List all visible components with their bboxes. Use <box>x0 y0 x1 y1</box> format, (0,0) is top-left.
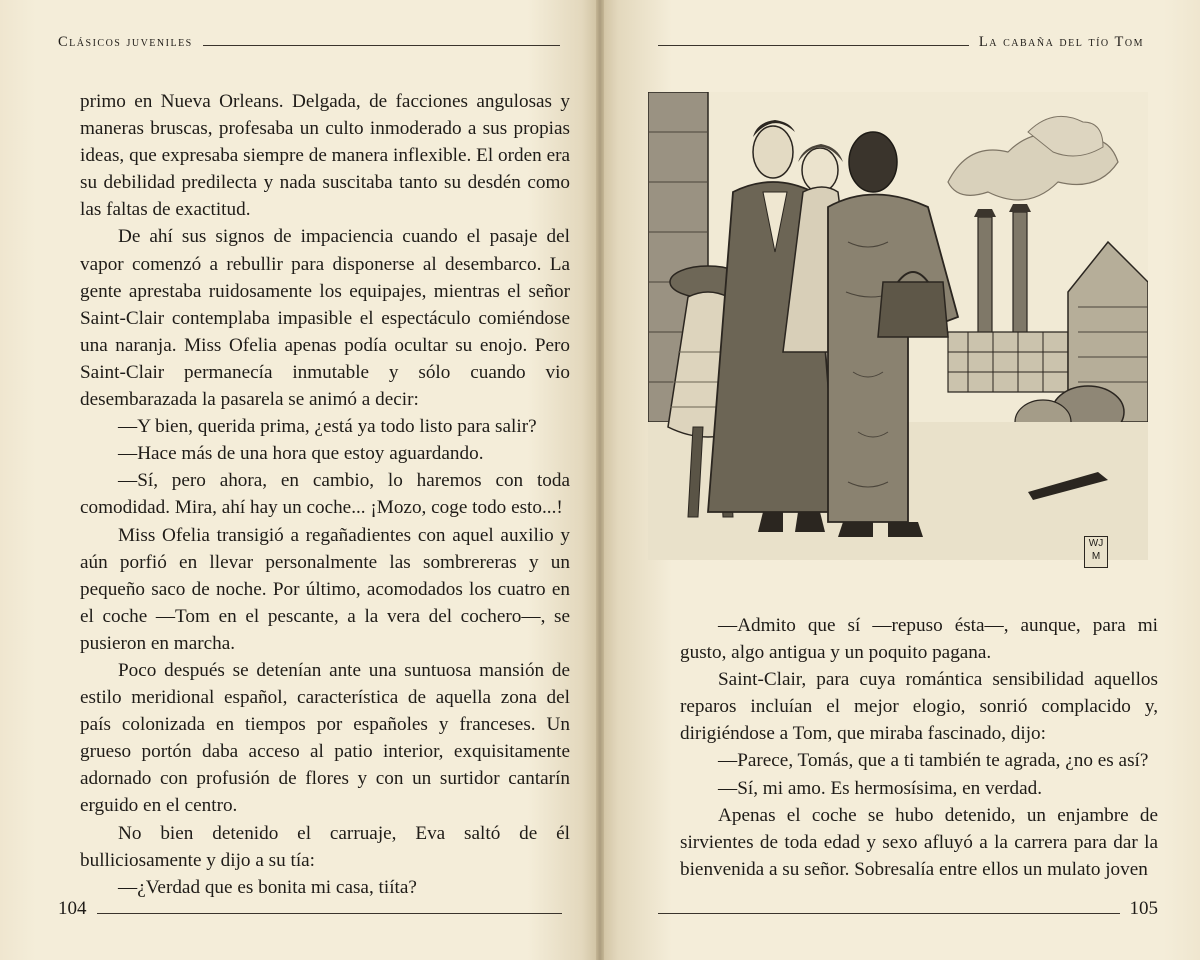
illustrator-monogram <box>1084 536 1108 568</box>
monogram-top: WJ <box>1088 538 1104 549</box>
right-page <box>600 0 1200 960</box>
left-running-head <box>58 34 570 51</box>
running-head-rule <box>658 45 969 46</box>
monogram-bottom: M <box>1091 551 1101 562</box>
folio-rule <box>658 913 1120 914</box>
paragraph: —Hace más de una hora que estoy aguardando. <box>118 443 484 465</box>
paragraph: —Sí, pero ahora, en cambio, lo haremos con toda comodidad. Mira, ahí hay un coche... ¡Mozo, coge todo esto...! <box>80 470 570 519</box>
paragraph: —Parece, Tomás, que a ti también te agrada, ¿no es así? <box>718 750 1149 772</box>
paragraph: —Sí, mi amo. Es hermosísima, en verdad. <box>718 777 1043 799</box>
left-page-number: 104 <box>58 898 87 919</box>
paragraph: Miss Ofelia transigió a regañadientes con aquel auxilio y aún porfió en llevar personalmente las sombrereras y un pequeño saco de noche. Por último, acomodados los cuatro en el coche —Tom en el pescante, a la vera del cochero—, se pusieron en marcha. <box>80 524 570 654</box>
left-body-text <box>80 88 570 901</box>
right-running-head <box>648 34 1144 51</box>
folio-rule <box>97 913 563 914</box>
illustration-drawing <box>648 92 1148 560</box>
paragraph: —Y bien, querida prima, ¿está ya todo listo para salir? <box>118 416 537 438</box>
running-head-rule <box>203 45 560 46</box>
paragraph: primo en Nueva Orleans. Delgada, de facciones angulosas y maneras bruscas, profesaba un culto inmoderado a sus propias ideas, que expresaba siempre de manera inflexible. El orden era su debilidad predilecta y nada suscitaba tanto su desdén como las faltas de exactitud. <box>80 91 570 221</box>
paragraph: —Admito que sí —repuso ésta—, aunque, para mi gusto, algo antigua y un poquito pagana. <box>680 615 1158 664</box>
right-body-text <box>680 612 1158 883</box>
right-page-number: 105 <box>1129 898 1158 919</box>
left-folio <box>58 898 572 920</box>
right-running-head-title: La cabaña del tío Tom <box>978 34 1144 50</box>
paragraph: Apenas el coche se hubo detenido, un enjambre de sirvientes de toda edad y sexo afluyó a la carrera para dar la bienvenida a su señor. Sobresalía entre ellos un mulato joven <box>680 804 1158 880</box>
illustration <box>648 92 1148 560</box>
paragraph: Saint-Clair, para cuya romántica sensibilidad aquellos reparos incluían el mejor elogio, sonrió complacido y, dirigiéndose a Tom, que miraba fascinado, dijo: <box>680 669 1158 745</box>
left-running-head-title: Clásicos juveniles <box>58 34 193 50</box>
right-folio <box>648 898 1158 920</box>
paragraph: Poco después se detenían ante una suntuosa mansión de estilo meridional español, característica de aquella zona del país colonizada en tiempos por españoles y franceses. Un grueso portón daba acceso al patio interior, exquisitamente adornado con profusión de flores y con un surtidor cantarín erguido en el centro. <box>80 659 570 817</box>
paragraph: No bien detenido el carruaje, Eva saltó de él bulliciosamente y dijo a su tía: <box>80 822 570 871</box>
paragraph: De ahí sus signos de impaciencia cuando el pasaje del vapor comenzó a rebullir para disponerse al desembarco. La gente aprestaba ruidosamente los equipajes, mientras el señor Saint-Clair contemplaba impasible el espectáculo comiéndose una naranja. Miss Ofelia apenas podía ocultar su enojo. Pero Saint-Clair permanecía inmutable y sólo cuando vio desembarazada la pasarela se animó a decir: <box>80 226 570 411</box>
paragraph: —¿Verdad que es bonita mi casa, tiíta? <box>118 876 417 898</box>
book-gutter <box>596 0 604 960</box>
